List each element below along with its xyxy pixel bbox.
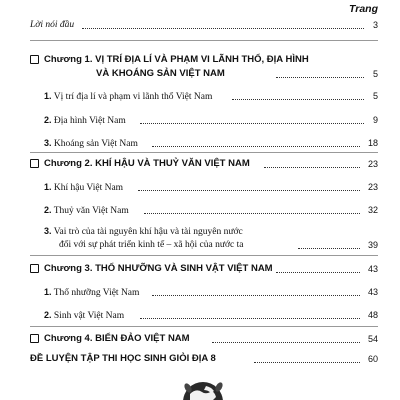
dot-leader	[152, 146, 360, 147]
toc-item-1-1[interactable]	[0, 89, 400, 103]
divider	[30, 326, 378, 327]
toc-label: Thổ nhưỡng Việt Nam	[53, 288, 140, 298]
toc-chapter-1-line1[interactable]	[0, 53, 400, 67]
toc-label: Khí hậu Việt Nam	[53, 183, 124, 193]
toc-chapter-2[interactable]	[0, 157, 400, 171]
chapter-title: Chương 1. VỊ TRÍ ĐỊA LÍ VÀ PHẠM VI LÃNH THỔ, ĐỊA HÌNH	[44, 54, 309, 65]
item-number: 3.	[44, 138, 52, 148]
dot-leader	[276, 77, 364, 78]
toc-label: Vai trò của tài nguyên khí hậu và tài nguyên nước	[53, 227, 243, 237]
toc-label: Khoáng sản Việt Nam	[53, 139, 138, 149]
toc-item-3-1[interactable]	[0, 285, 400, 299]
item-number: 1.	[44, 287, 52, 297]
toc-page-number: 54	[367, 334, 378, 344]
dot-leader	[298, 248, 360, 249]
page-column-header: Trang	[349, 3, 378, 15]
item-number: 2.	[44, 205, 52, 215]
dot-leader	[138, 190, 360, 191]
divider	[30, 40, 378, 41]
chapter-title: Chương 4. BIỂN ĐẢO VIỆT NAM	[44, 333, 190, 344]
toc-page-number: 43	[367, 264, 378, 274]
dot-leader	[264, 167, 360, 168]
item-number: 1.	[44, 182, 52, 192]
checkbox-square-icon	[30, 334, 39, 343]
toc-label: Lời nói đầu	[30, 20, 75, 30]
toc-page-number: 32	[367, 205, 378, 215]
dot-leader	[82, 28, 364, 29]
toc-item-3-2[interactable]	[0, 308, 400, 322]
toc-page-number: 9	[372, 115, 378, 125]
section-title: ĐỀ LUYỆN TẬP THI HỌC SINH GIỎI ĐỊA 8	[30, 353, 216, 364]
toc-page-number: 3	[372, 20, 378, 30]
divider	[30, 255, 378, 256]
toc-page-number: 48	[367, 310, 378, 320]
chapter-title: Chương 3. THỔ NHƯỠNG VÀ SINH VẬT VIỆT NAM	[44, 263, 273, 274]
item-number: 2.	[44, 310, 52, 320]
globe-illustration	[180, 378, 226, 400]
toc-page-number: 5	[372, 69, 378, 79]
dot-leader	[144, 213, 360, 214]
divider	[30, 152, 378, 153]
dot-leader	[140, 123, 364, 124]
dot-leader	[254, 362, 360, 363]
toc-label: Vị trí địa lí và phạm vi lãnh thổ Việt Nam	[53, 92, 213, 102]
toc-row-preface[interactable]	[0, 18, 400, 32]
item-number: 3.	[44, 226, 52, 236]
toc-label: Thuỷ văn Việt Nam	[53, 206, 129, 216]
chapter-title: Chương 2. KHÍ HẬU VÀ THUỶ VĂN VIỆT NAM	[44, 158, 250, 169]
dot-leader	[152, 295, 360, 296]
dot-leader	[140, 318, 360, 319]
checkbox-square-icon	[30, 55, 39, 64]
checkbox-square-icon	[30, 264, 39, 273]
toc-item-1-3[interactable]	[0, 136, 400, 150]
toc-exam-section[interactable]	[0, 352, 400, 366]
toc-chapter-1-line2[interactable]	[0, 67, 400, 81]
dot-leader	[276, 272, 360, 273]
toc-page-number: 39	[367, 240, 378, 250]
toc-page-number: 18	[367, 138, 378, 148]
checkbox-square-icon	[30, 159, 39, 168]
toc-item-1-2[interactable]	[0, 113, 400, 127]
item-number: 2.	[44, 115, 52, 125]
dot-leader	[232, 99, 364, 100]
toc-page-number: 43	[367, 287, 378, 297]
item-number: 1.	[44, 91, 52, 101]
dot-leader	[212, 342, 360, 343]
toc-label: Sinh vật Việt Nam	[53, 311, 125, 321]
toc-chapter-4[interactable]	[0, 332, 400, 346]
toc-page-number: 5	[372, 91, 378, 101]
toc-page-number: 60	[367, 354, 378, 364]
toc-item-2-2[interactable]	[0, 203, 400, 217]
toc-item-2-1[interactable]	[0, 180, 400, 194]
chapter-title-continuation: VÀ KHOÁNG SẢN VIỆT NAM	[96, 68, 225, 79]
toc-item-2-3-line1[interactable]	[0, 224, 400, 238]
toc-label-continuation: đối với sự phát triển kinh tế – xã hội của nước ta	[59, 240, 244, 250]
toc-chapter-3[interactable]	[0, 262, 400, 276]
toc-page-number: 23	[367, 182, 378, 192]
toc-label: Địa hình Việt Nam	[53, 116, 126, 126]
toc-page-number: 23	[367, 159, 378, 169]
toc-item-2-3-line2[interactable]	[0, 238, 400, 252]
